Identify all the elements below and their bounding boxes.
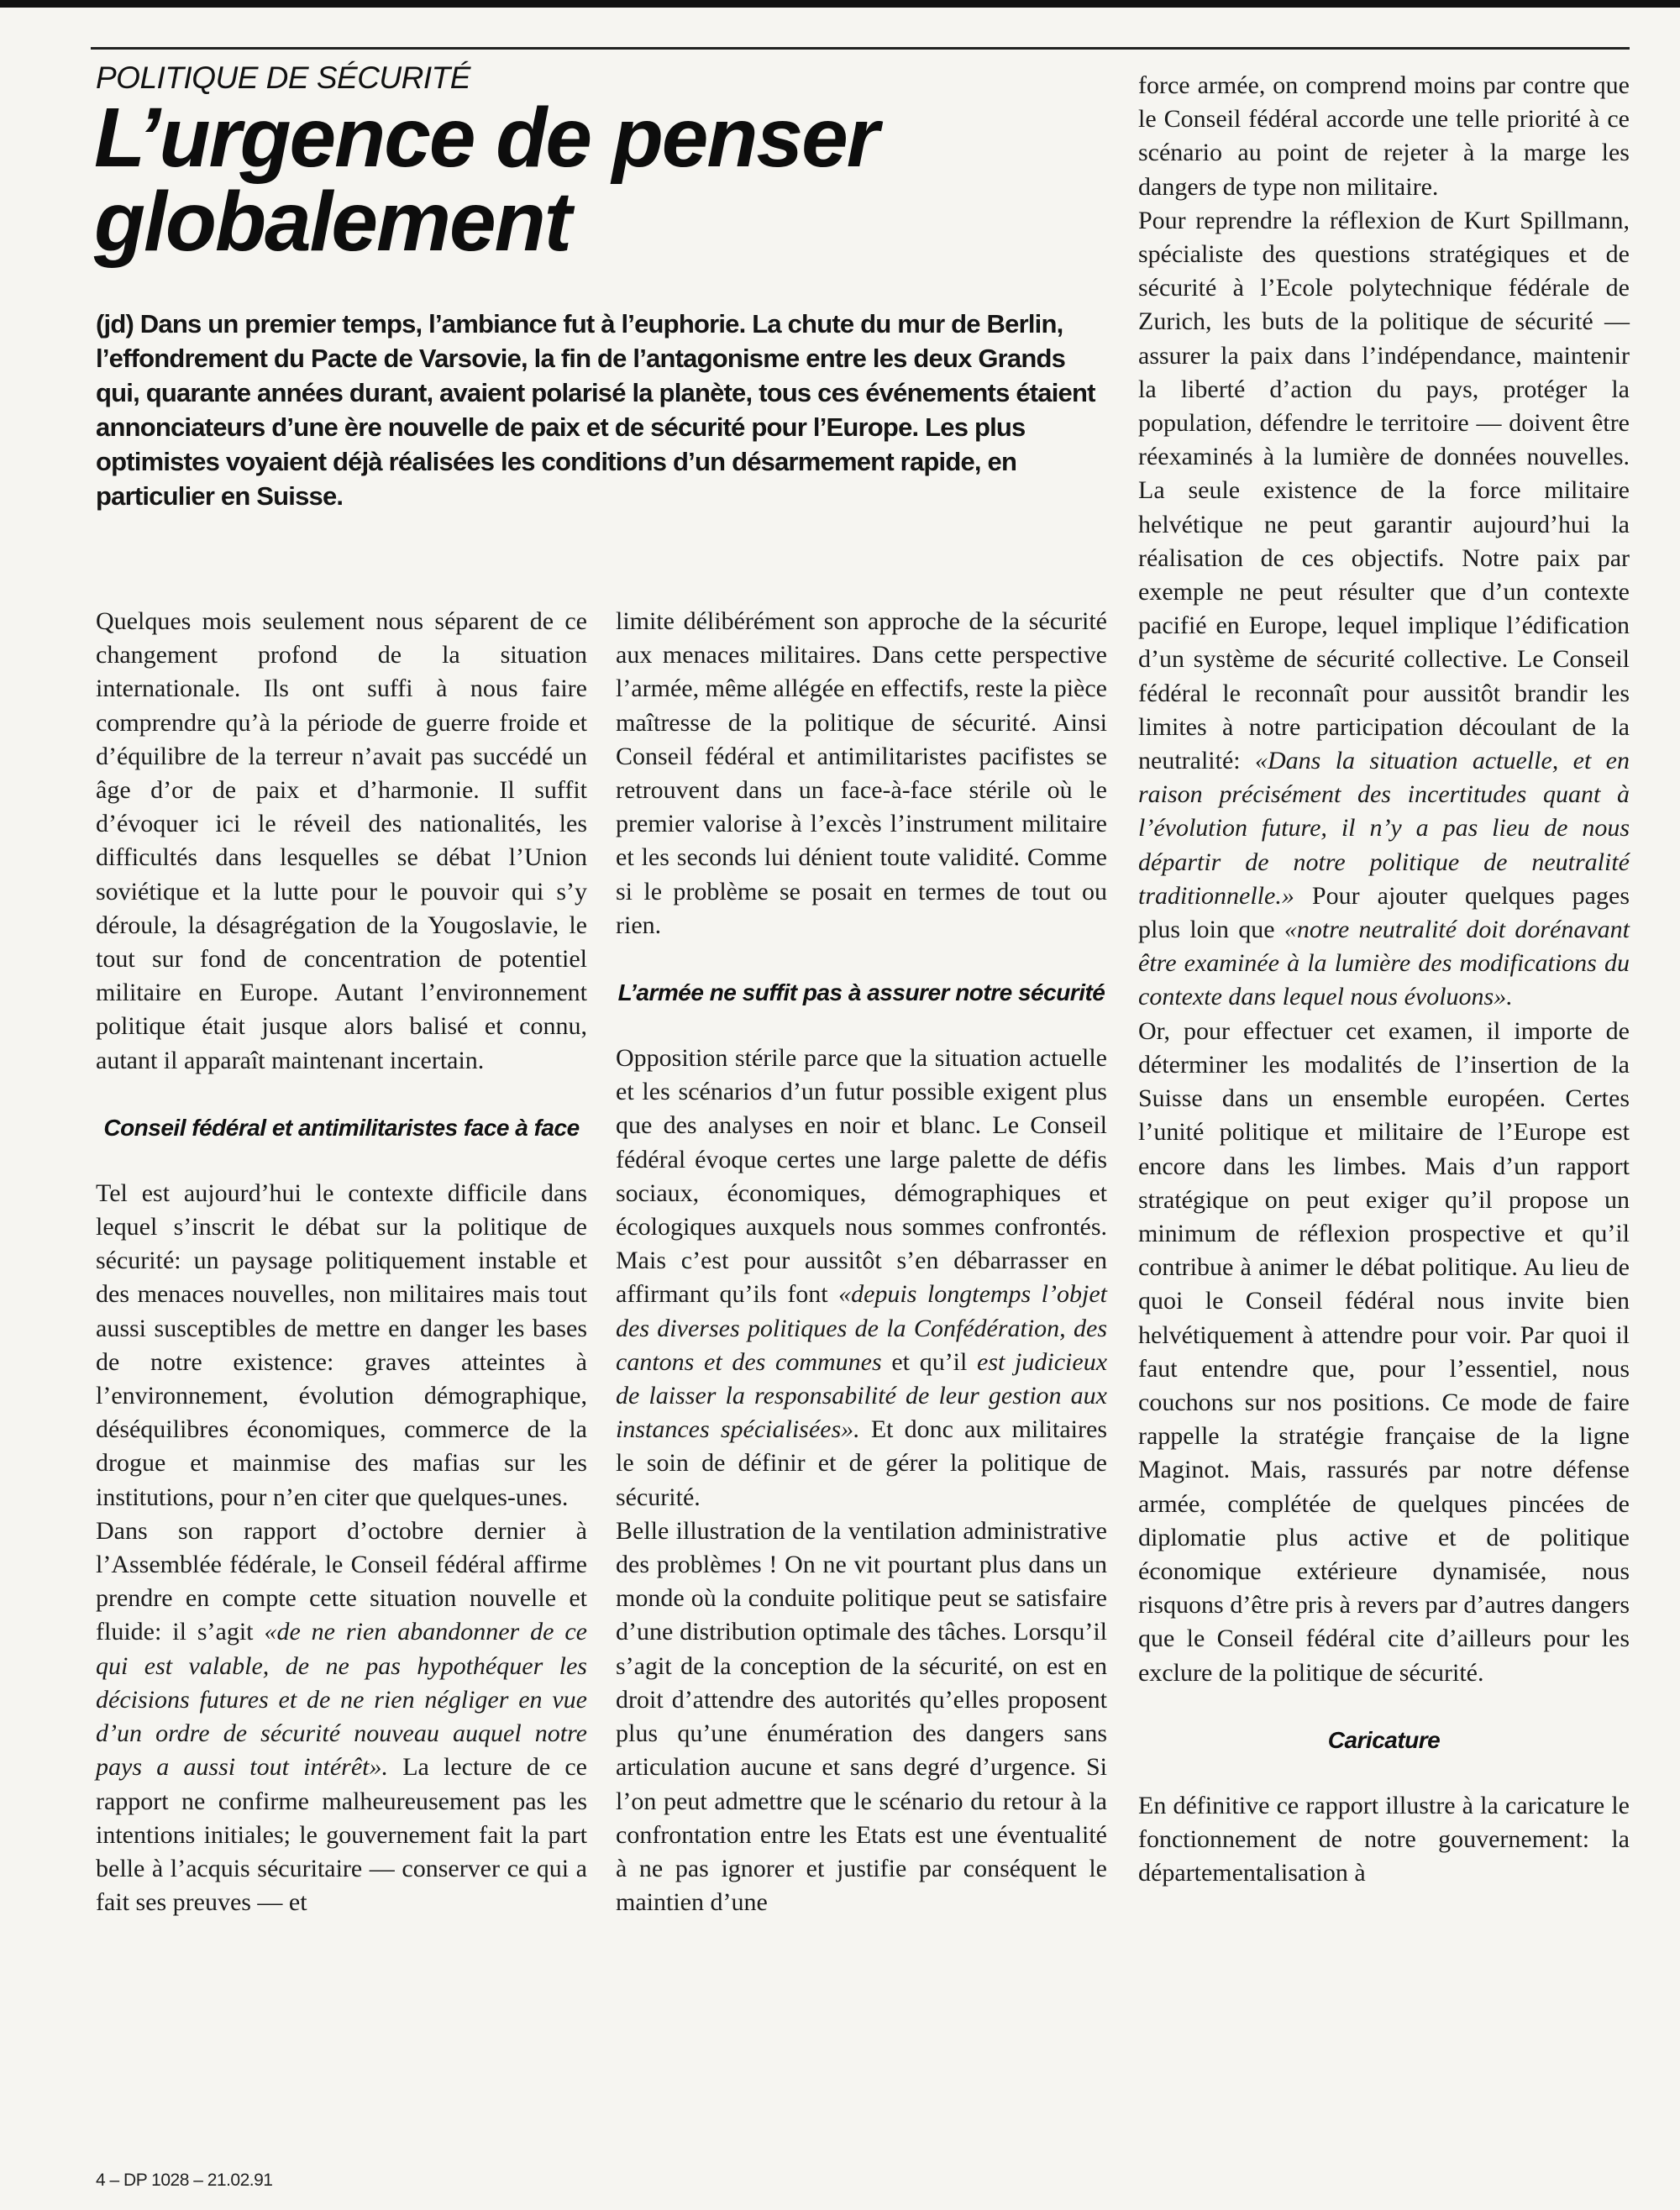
paragraph bbox=[616, 1042, 1107, 1514]
quotation: «notre neutralité doit dorénavant être examinée à la lumière des modifications du contexte dans lequel nous évoluons». bbox=[1138, 916, 1630, 1011]
column-2 bbox=[616, 605, 1107, 1919]
text-run: et qu’il bbox=[881, 1347, 978, 1376]
subheading: L’armée ne suffit pas à assurer notre sécurité bbox=[617, 979, 1105, 1006]
quotation: «depuis longtemps l’objet des diverses politiques de la Confédération, des cantons et des communes bbox=[616, 1280, 1107, 1376]
paragraph: Belle illustration de la ventilation administrative des problèmes ! On ne vit pourtant plus dans un monde où la conduite politique peut se satisfaire d’une distribution optimale des tâches. Lorsqu’il s’agit de la conception de la sécurité, on est en droit d’attendre des autorités qu’elles proposent plus qu’une énumération des dangers sans articulation aucune et sans degré d’urgence. Si l’on peut admettre que le scénario du retour à la confrontation entre les Etats est une éventualité à ne pas ignorer et justifie par conséquent le maintien d’une bbox=[616, 1516, 1107, 1917]
paragraph: limite délibérément son approche de la sécurité aux menaces militaires. Dans cette perspective l’armée, même allégée en effectifs, reste la pièce maîtresse de la politique de sécurité. Ainsi Conseil fédéral et antimilitaristes pacifistes se retrouvent dans un face-à-face stérile où le premier valorise à l’excès l’instrument militaire et les seconds lui dénient toute validité. Comme si le problème se posait en termes de tout ou rien. bbox=[616, 607, 1107, 939]
paragraph: Quelques mois seulement nous séparent de ce changement profond de la situation internationale. Ils ont suffi à nous faire comprendre qu’à la période de guerre froide et d’équilibre de la terreur n’avait pas succédé un âge d’or de paix et d’harmonie. Il suffit d’évoquer ici le réveil des nationalités, les difficultés dans lesquelles se débat l’Union soviétique et la lutte pour le pouvoir qui s’y déroule, la désagrégation de la Yougoslavie, le tout sur fond de concentration de potentiel militaire en Europe. Autant l’environnement politique était jusque alors balisé et connu, autant il apparaît maintenant incertain. bbox=[96, 607, 587, 1074]
paragraph: force armée, on comprend moins par contre que le Conseil fédéral accorde une telle priorité à ce scénario au point de rejeter à la marge les dangers de type non militaire. bbox=[1138, 71, 1630, 201]
paragraph: En définitive ce rapport illustre à la caricature le fonctionnement de notre gouvernement: la départementalisation à bbox=[1138, 1791, 1630, 1887]
paragraph: Tel est aujourd’hui le contexte difficile dans lequel s’inscrit le débat sur la politique de sécurité: un paysage politiquement instable et des menaces nouvelles, non militaires mais tout aussi susceptibles de mettre en danger les bases de notre existence: graves atteintes à l’environnement, évolution démographique, déséquilibres économiques, commerce de la drogue et mainmise des mafias sur les institutions, pour n’en citer que quelques-unes. bbox=[96, 1178, 587, 1511]
text-run: Pour reprendre la réflexion de Kurt Spillmann, spécialiste des questions stratégiques et de sécurité à l’Ecole polytechnique fédérale de Zurich, les buts de la politique de sécurité — assurer la paix dans l’indépendance, maintenir la liberté d’action du pays, protéger la population, défendre le territoire — doivent être réexaminés à la lumière de données nouvelles. La seule existence de la force militaire helvétique ne peut garantir aujourd’hui la réalisation de ces objectifs. Notre paix par exemple ne peut résulter que d’un contexte pacifié en Europe, lequel implique l’édification d’un système de sécurité collective. Le Conseil fédéral le reconnaît pour aussitôt brandir les limites à notre participation découlant de la neutralité: bbox=[1138, 206, 1630, 775]
paragraph bbox=[1138, 204, 1630, 1015]
quotation: «de ne rien abandonner de ce qui est valable, de ne pas hypothéquer les décisions futures et de ne rien négliger en vue d’un ordre de sécurité nouveau auquel notre pays a aussi tout intérêt». bbox=[96, 1618, 587, 1782]
top-border-rule bbox=[0, 0, 1680, 8]
header-rule bbox=[91, 47, 1630, 50]
article-lead: (jd) Dans un premier temps, l’ambiance fut à l’euphorie. La chute du mur de Berlin, l’effondrement du Pacte de Varsovie, la fin de l’antagonisme entre les deux Grands qui, quarante années durant, avaient polarisé la planète, tous ces événements étaient annonciateurs d’une ère nouvelle de paix et de sécurité pour l’Europe. Les plus optimistes voyaient déjà réalisées les conditions d’un désarmement rapide, en particulier en Suisse. bbox=[96, 309, 1095, 511]
text-run: La lecture de ce rapport ne confirme malheureusement pas les intentions initiales; le gouvernement fait la part belle à l’acquis sécuritaire — conserver ce qui a fait ses preuves — et bbox=[96, 1753, 587, 1917]
text-run: Pour ajouter quelques pages plus loin que bbox=[1138, 881, 1630, 944]
column-3 bbox=[1138, 69, 1630, 1890]
column-1 bbox=[96, 605, 587, 1919]
text-run: Opposition stérile parce que la situation actuelle et les scénarios d’un futur possible exigent plus que des analyses en noir et blanc. Le Conseil fédéral évoque certes une large palette de défis sociaux, économiques, démographiques et écologiques auxquels nous sommes confrontés. Mais c’est pour aussitôt s’en débarrasser en affirmant qu’ils font bbox=[616, 1044, 1107, 1309]
subheading: Caricature bbox=[1327, 1726, 1441, 1753]
article-title: L’urgence de penser globalement bbox=[94, 91, 878, 269]
quotation: est judicieux de laisser la responsabilité de leur gestion aux instances spécialisées». bbox=[616, 1347, 1108, 1444]
quotation: «Dans la situation actuelle, et en raison précisément des incertitudes quant à l’évolution future, il n’y a pas lieu de nous départir de notre politique de neutralité traditionnelle.» bbox=[1138, 747, 1630, 910]
paragraph bbox=[96, 1514, 587, 1919]
subheading: Conseil fédéral et antimilitaristes face à face bbox=[103, 1114, 580, 1141]
section-kicker: POLITIQUE DE SÉCURITÉ bbox=[96, 60, 470, 95]
page-footer: 4 – DP 1028 – 21.02.91 bbox=[96, 2171, 273, 2190]
text-run: Et donc aux militaires le soin de définir et de gérer la politique de sécurité. bbox=[616, 1415, 1107, 1511]
paragraph: Or, pour effectuer cet examen, il importe de déterminer les modalités de l’insertion de la Suisse dans un ensemble européen. Certes l’unité politique et militaire de l’Europe est encore dans les limbes. Mais d’un rapport stratégique on peut exiger qu’il propose un minimum de réflexion prospective et qu’il contribue à animer le débat politique. Au lieu de quoi le Conseil fédéral nous invite bien helvétiquement à attendre pour voir. Par quoi il faut entendre que, pour l’essentiel, nous couchons sur nos positions. Ce mode de faire rappelle la stratégie française de la ligne Maginot. Mais, rassurés par notre défense armée, complétée de quelques pincées de diplomatie plus active et de politique économique extérieure dynamisée, nous risquons d’être pris à revers par d’autres dangers que le Conseil fédéral cite d’ailleurs pour les exclure de la politique de sécurité. bbox=[1138, 1016, 1630, 1687]
text-run: Dans son rapport d’octobre dernier à l’Assemblée fédérale, le Conseil fédéral affirme prendre en compte cette situation nouvelle et fluide: il s’agit bbox=[96, 1516, 587, 1646]
